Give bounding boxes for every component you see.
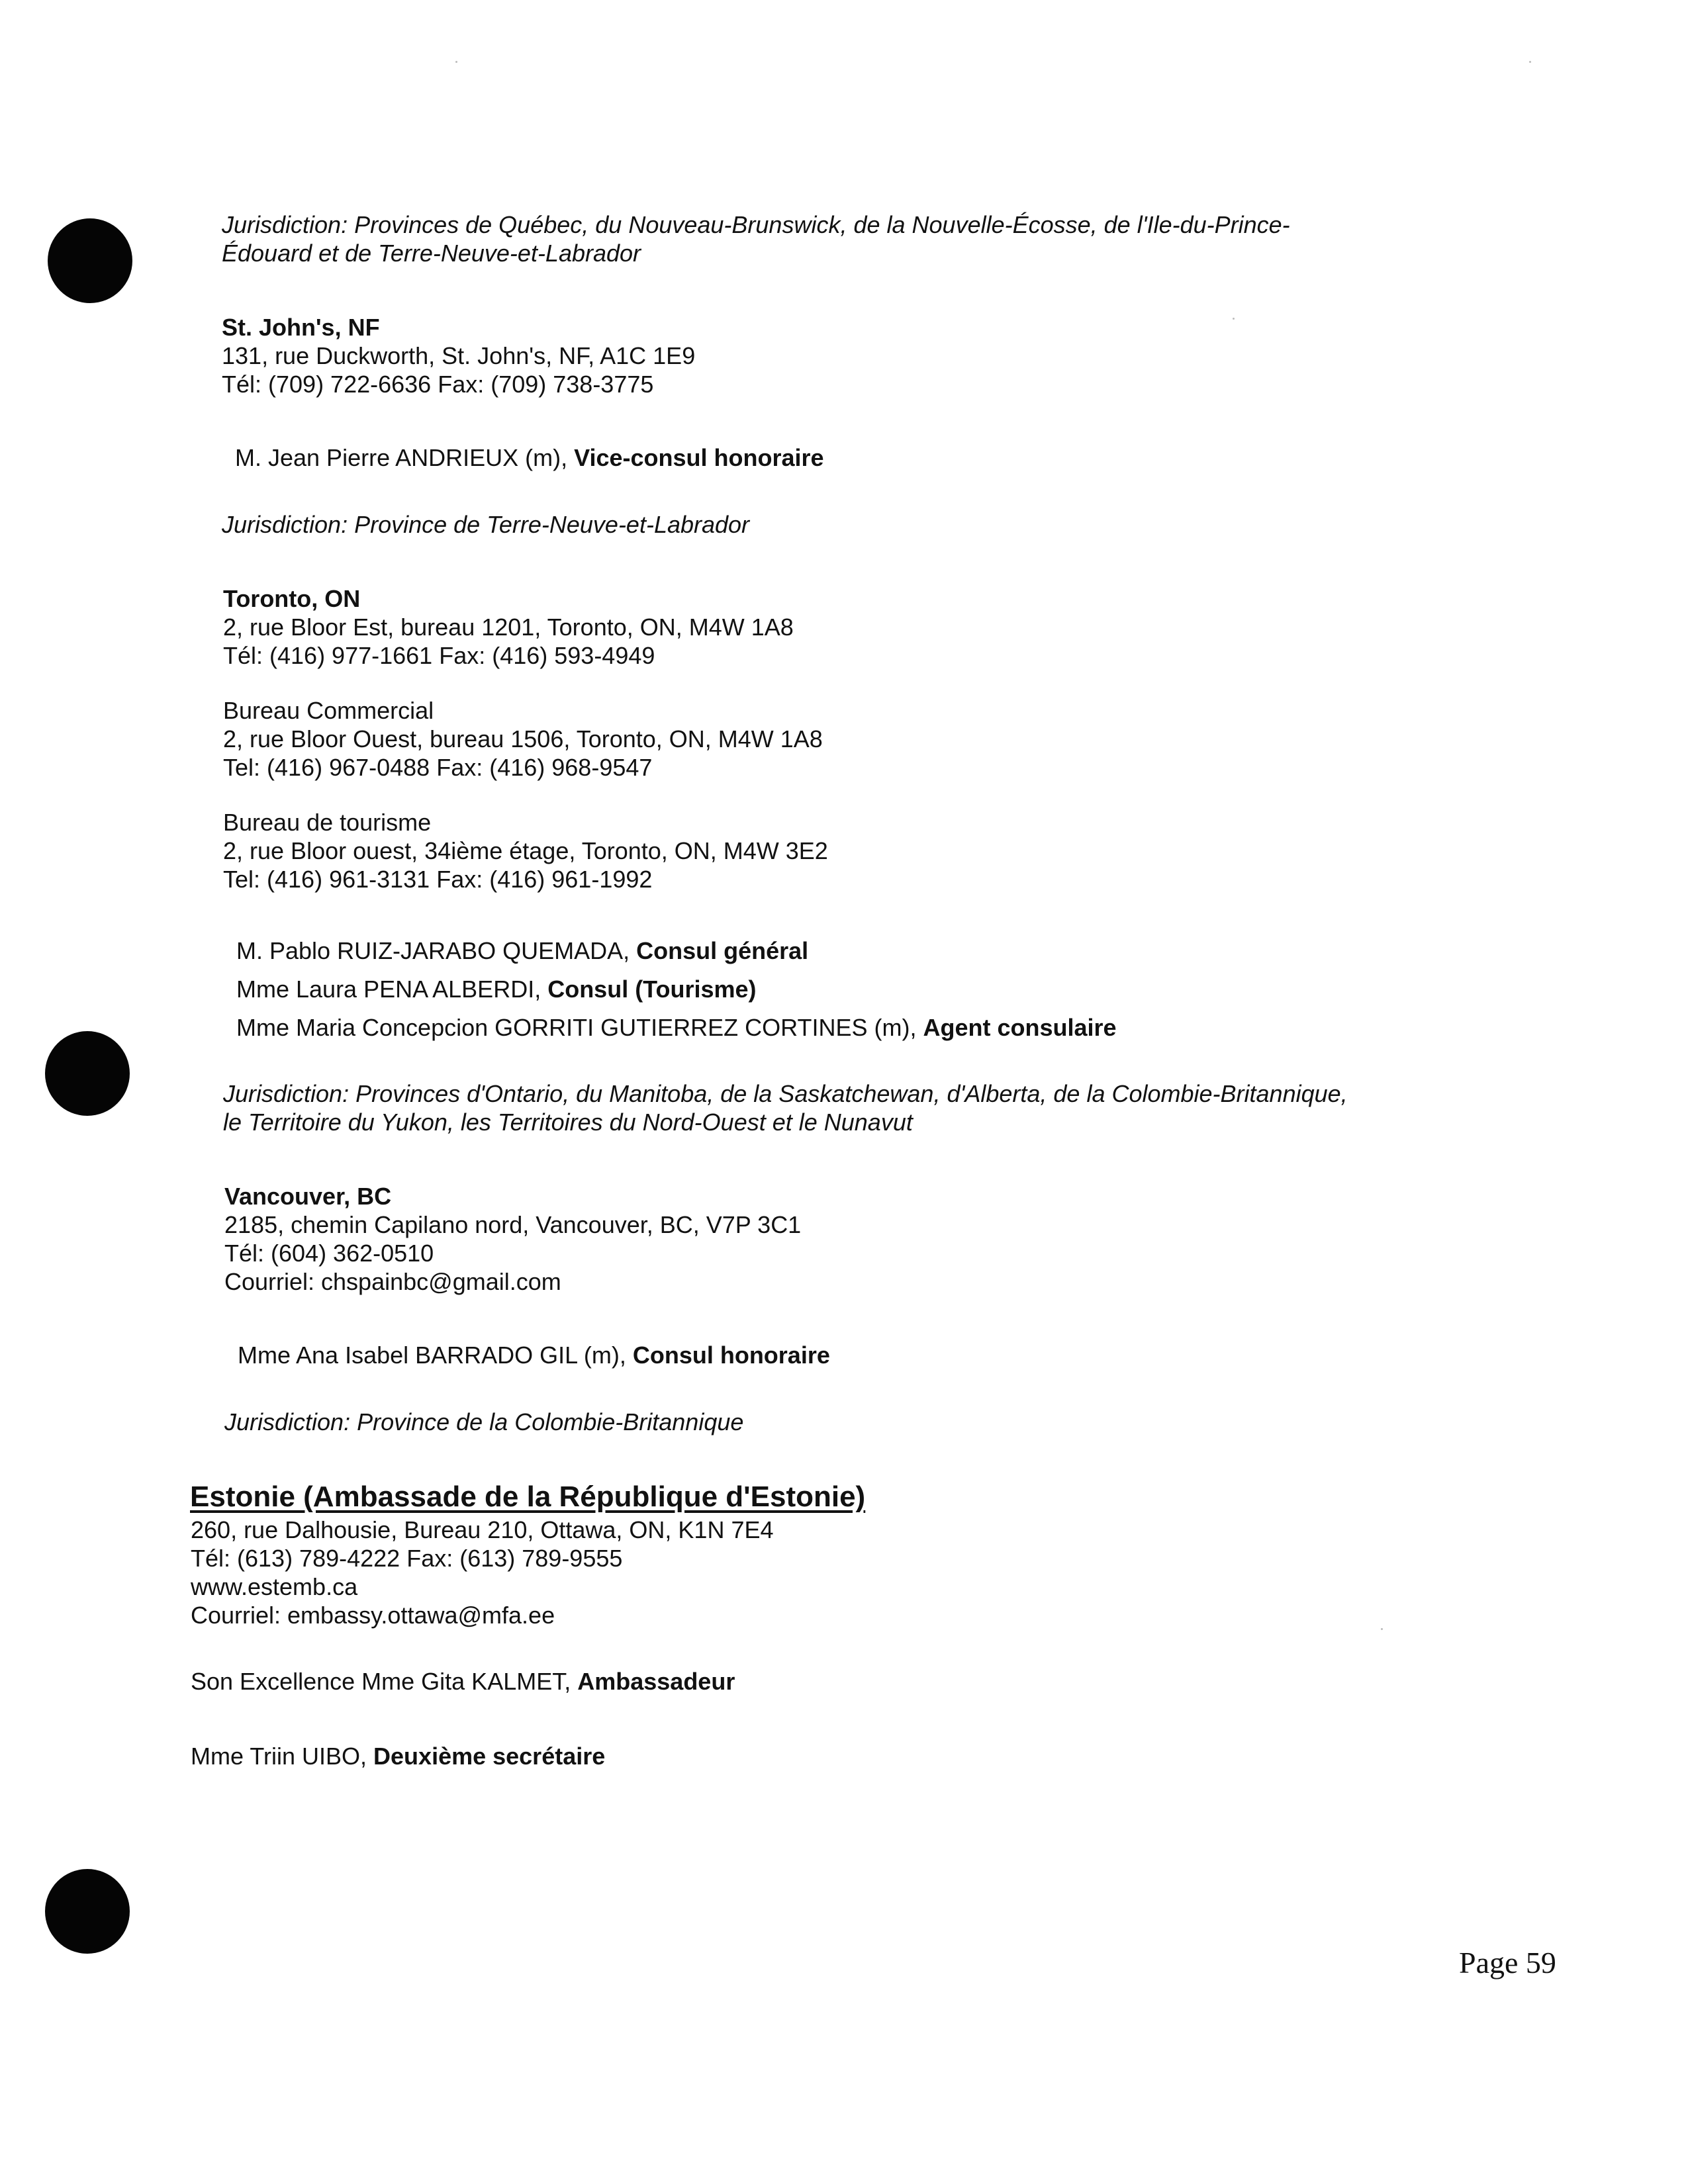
email-estonie: Courriel: embassy.ottawa@mfa.ee	[191, 1602, 555, 1629]
scan-speck	[455, 61, 457, 63]
punch-hole-middle	[45, 1031, 130, 1116]
address-bureau-tourisme: 2, rue Bloor ouest, 34ième étage, Toronto, ON, M4W 3E2	[223, 837, 828, 864]
office-title-vancouver: Vancouver, BC	[224, 1183, 392, 1210]
email-vancouver: Courriel: chspainbc@gmail.com	[224, 1268, 561, 1295]
address-toronto: 2, rue Bloor Est, bureau 1201, Toronto, ON, M4W 1A8	[223, 614, 794, 641]
official-name: Mme Ana Isabel BARRADO GIL (m),	[238, 1342, 633, 1369]
phone-bureau-tourisme: Tel: (416) 961-3131 Fax: (416) 961-1992	[223, 866, 653, 893]
official-barrado-gil	[238, 1341, 830, 1369]
jurisdiction-vancouver: Jurisdiction: Province de la Colombie-Britannique	[224, 1408, 744, 1435]
official-pena-alberdi	[236, 975, 757, 1003]
website-estonie: www.estemb.ca	[191, 1573, 358, 1600]
jurisdiction-st-johns: Jurisdiction: Province de Terre-Neuve-et-Labrador	[222, 511, 750, 538]
official-title: Ambassadeur	[577, 1668, 735, 1695]
address-bureau-commercial: 2, rue Bloor Ouest, bureau 1506, Toronto, ON, M4W 1A8	[223, 725, 823, 752]
official-gorriti	[236, 1013, 1117, 1042]
official-title: Vice-consul honoraire	[574, 444, 824, 471]
official-uibo	[191, 1742, 605, 1770]
official-kalmet	[191, 1667, 735, 1696]
punch-hole-bottom	[45, 1869, 130, 1954]
official-title: Agent consulaire	[923, 1014, 1117, 1041]
scan-speck	[1529, 61, 1531, 63]
phone-estonie: Tél: (613) 789-4222 Fax: (613) 789-9555	[191, 1545, 623, 1572]
jurisdiction-quebec-line-1: Jurisdiction: Provinces de Québec, du Nouveau-Brunswick, de la Nouvelle-Écosse, de l'Ile-du-Prince-	[222, 211, 1290, 238]
jurisdiction-toronto-line-2: le Territoire du Yukon, les Territoires du Nord-Ouest et le Nunavut	[223, 1109, 913, 1136]
official-title: Deuxième secrétaire	[373, 1743, 606, 1770]
bureau-commercial-title: Bureau Commercial	[223, 697, 434, 724]
official-andrieux	[235, 443, 824, 472]
official-title: Consul (Tourisme)	[547, 976, 757, 1003]
official-name: Son Excellence Mme Gita KALMET,	[191, 1668, 578, 1695]
address-vancouver: 2185, chemin Capilano nord, Vancouver, BC, V7P 3C1	[224, 1211, 802, 1238]
jurisdiction-toronto-line-1: Jurisdiction: Provinces d'Ontario, du Manitoba, de la Saskatchewan, d'Alberta, de la Colombie-Britannique,	[223, 1080, 1348, 1107]
page-number: Page 59	[1459, 1946, 1556, 1979]
punch-hole-top	[48, 218, 132, 303]
phone-toronto: Tél: (416) 977-1661 Fax: (416) 593-4949	[223, 642, 655, 669]
bureau-tourisme-title: Bureau de tourisme	[223, 809, 432, 836]
address-st-johns: 131, rue Duckworth, St. John's, NF, A1C 1E9	[222, 342, 696, 369]
phone-bureau-commercial: Tel: (416) 967-0488 Fax: (416) 968-9547	[223, 754, 653, 781]
office-title-st-johns: St. John's, NF	[222, 314, 380, 341]
scan-speck	[1381, 1628, 1383, 1630]
phone-st-johns: Tél: (709) 722-6636 Fax: (709) 738-3775	[222, 371, 654, 398]
jurisdiction-quebec-line-2: Édouard et de Terre-Neuve-et-Labrador	[222, 240, 641, 267]
official-title: Consul honoraire	[632, 1342, 830, 1369]
address-estonie: 260, rue Dalhousie, Bureau 210, Ottawa, ON, K1N 7E4	[191, 1516, 774, 1543]
country-heading-estonie: Estonie (Ambassade de la République d'Estonie)	[190, 1480, 866, 1513]
official-name: M. Jean Pierre ANDRIEUX (m),	[235, 444, 575, 471]
official-ruiz-jarabo	[236, 936, 808, 965]
official-name: Mme Triin UIBO,	[191, 1743, 374, 1770]
official-name: Mme Laura PENA ALBERDI,	[236, 976, 548, 1003]
official-name: Mme Maria Concepcion GORRITI GUTIERREZ CORTINES (m),	[236, 1014, 923, 1041]
official-title: Consul général	[636, 937, 809, 964]
office-title-toronto: Toronto, ON	[223, 585, 361, 612]
phone-vancouver: Tél: (604) 362-0510	[224, 1240, 434, 1267]
scan-speck	[1233, 318, 1235, 320]
official-name: M. Pablo RUIZ-JARABO QUEMADA,	[236, 937, 637, 964]
